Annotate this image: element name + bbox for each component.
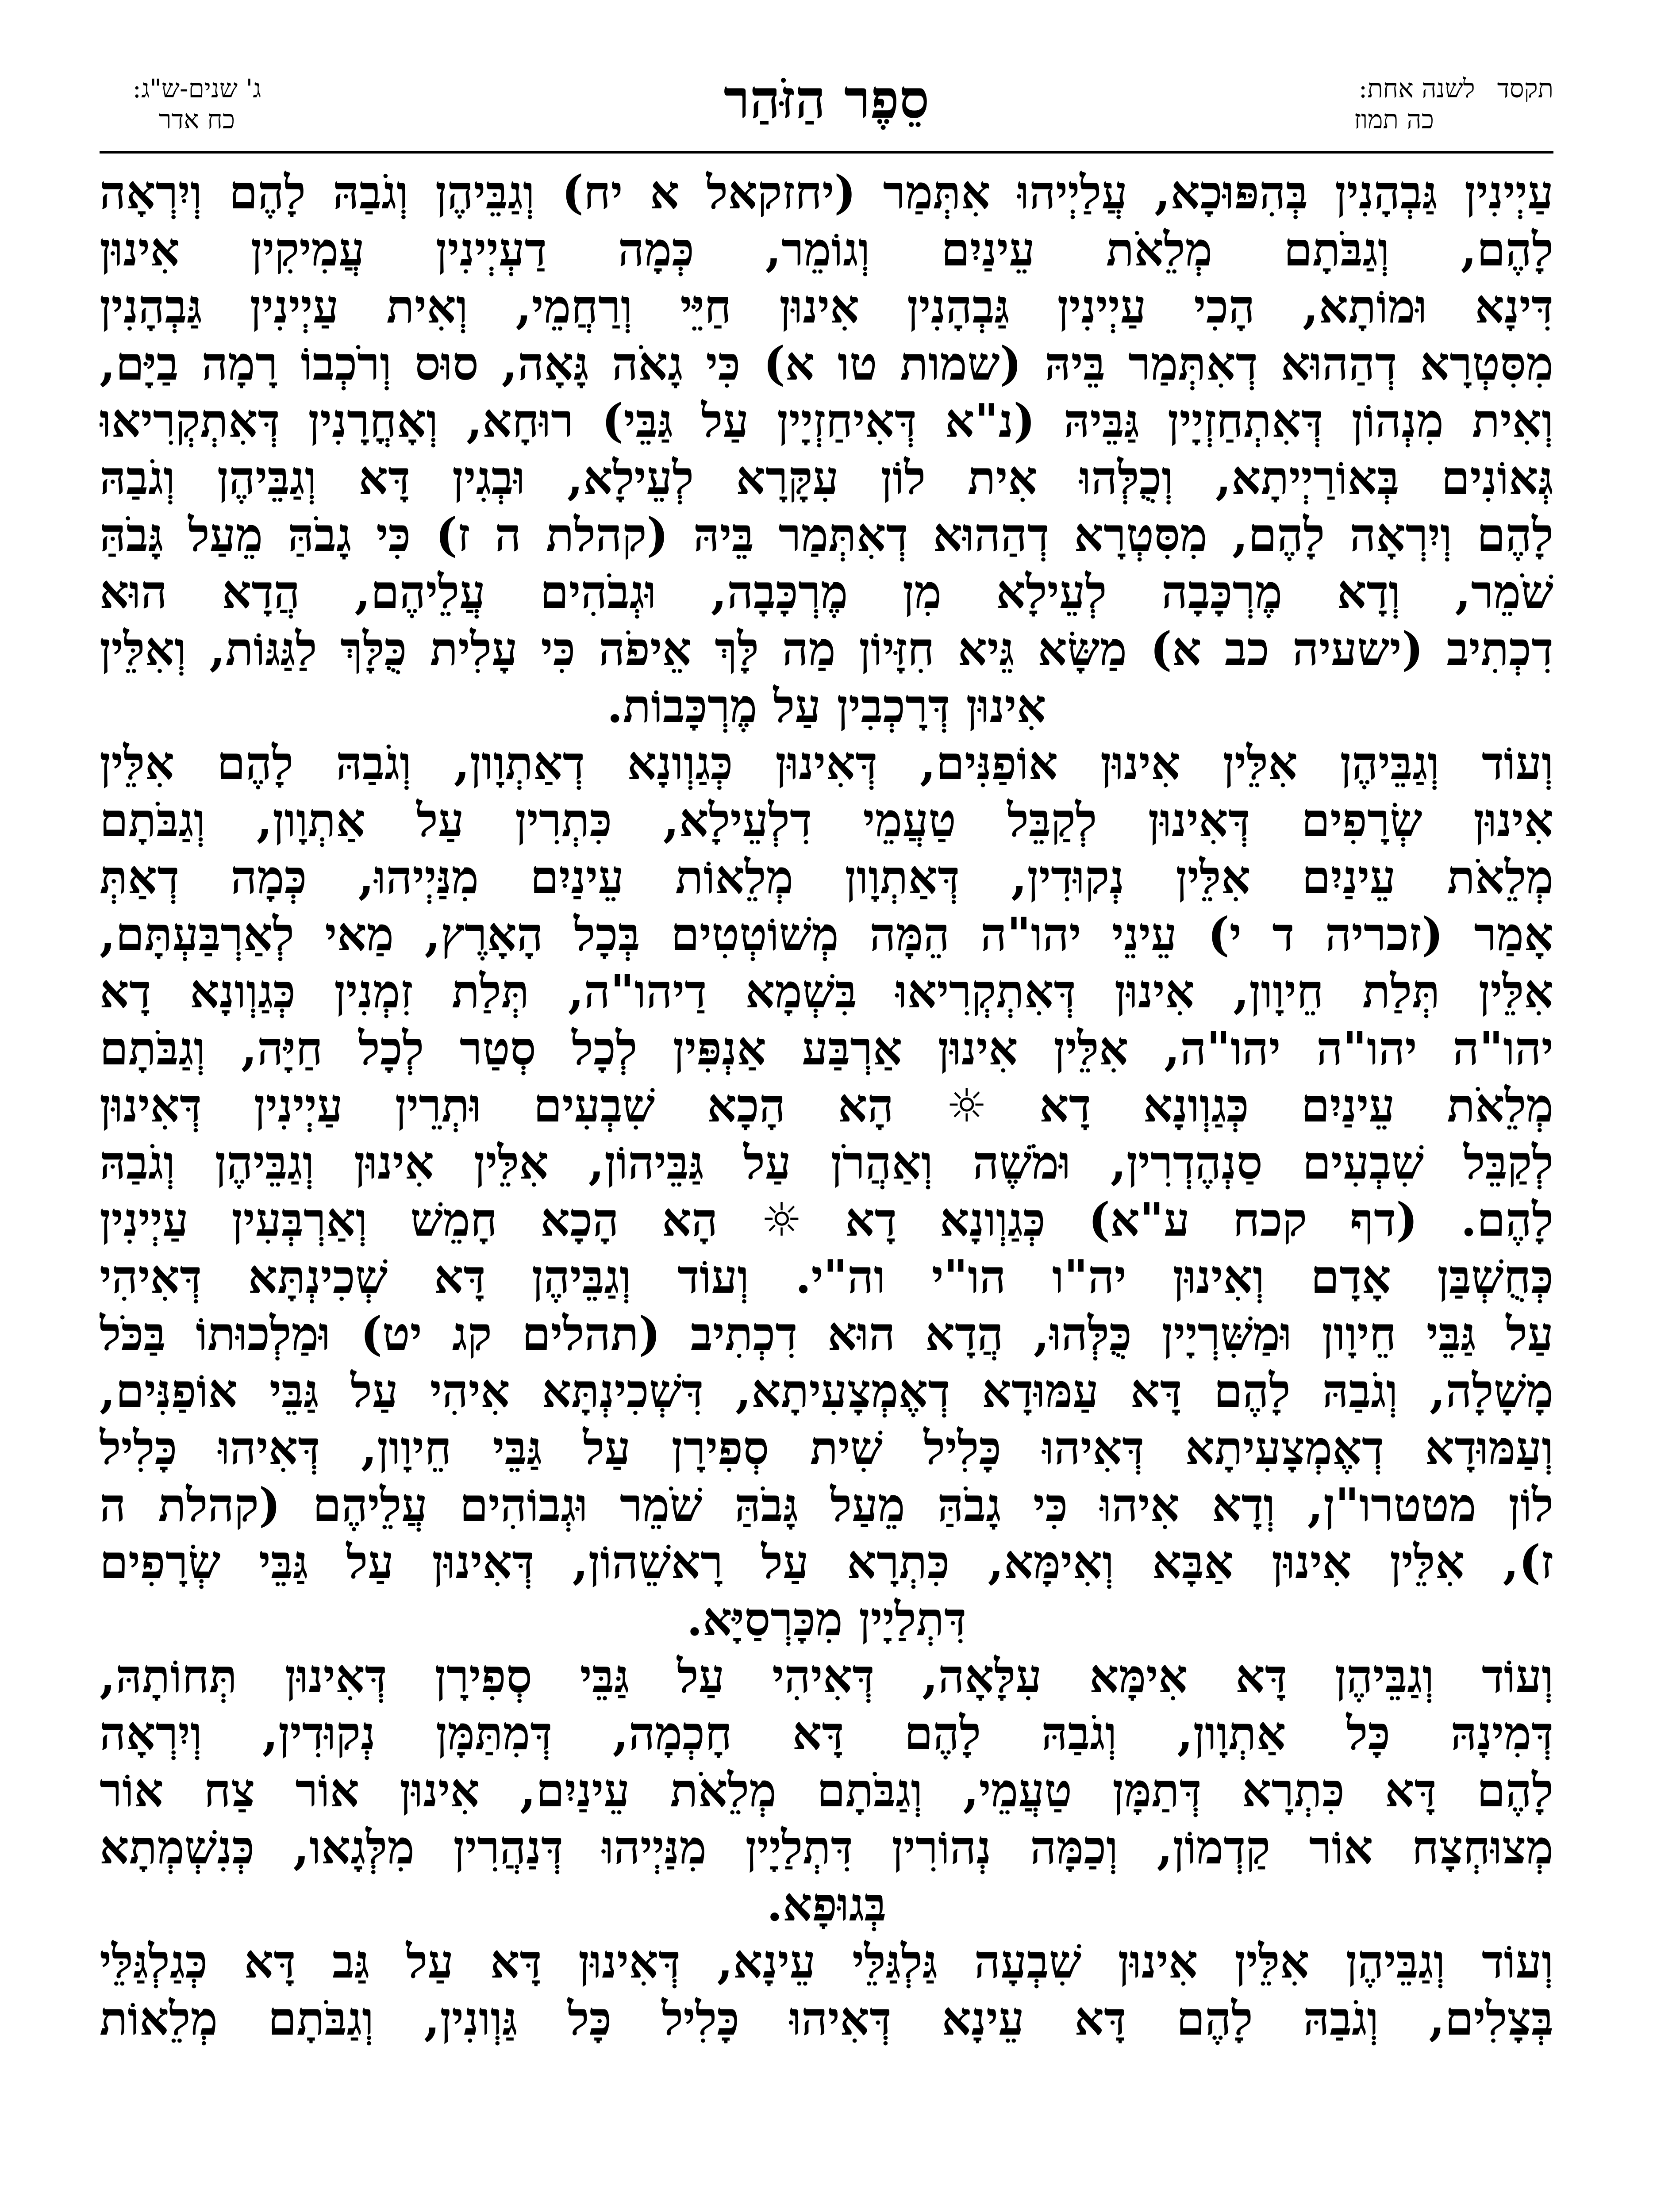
zohar-page (100, 68, 1553, 2046)
text-line: וְעַמּוּדָא דְאֶמְצָעִיתָא דְּאִיהוּ כָּלִיל שִׁית סְפִירָן עַל גַּבֵּי חֵיוָון, דְּאִיהוּ כָּלִיל (100, 1421, 1553, 1475)
text-line: דִּתְלַיָין מִכָּרְסַיָּא. (686, 1592, 967, 1646)
one-year-cycle-label: לשנה אחת: (1358, 73, 1475, 104)
one-year-cycle-date: כה תמוז (1354, 104, 1434, 134)
text-line: לוֹן מטטרו"ן, וְדָא אִיהוּ כִּי גָבֹהַּ מֵעַל גָּבֹהַּ שֹׁמֵר וּגְבוֹהִים עֲלֵיהֶם (קהלת ה (100, 1478, 1553, 1532)
text-line: אִינוּן דְּרָכְבִין עַל מֶרְכָּבוֹת. (607, 679, 1046, 733)
text-line: לָהֶם. (דף קכח ע"א) כְּגַוְונָא דָא ☼ הָא הָכָא חָמֵשׁ וְאַרְבְּעִין עַיְינִין (100, 1192, 1553, 1247)
text-line: מָשָׁלָה, וְגֹבַהּ לָהֶם דָּא עַמּוּדָא דְאֶמְצָעִיתָא, דִּשְׁכִינְתָּא אִיהִי עַל גַּבֵּי אוֹפַנִּים, (100, 1363, 1553, 1418)
text-line: לָהֶם וְיִרְאָה לָהֶם, מִסִּטְרָא דְהַהוּא דְאִתְּמַר בֵּיהּ (קהלת ה ז) כִּי גָבֹהַּ מֵעַל גָּבֹהַּ (100, 507, 1553, 562)
page-header (100, 68, 1553, 150)
paragraph (100, 1647, 1553, 1933)
header-divider (100, 151, 1553, 154)
text-line: לְקַבֵּל שִׁבְעִים סַנְהֶדְרִין, וּמֹשֶׁה וְאַהֲרֹן עַל גַּבֵּיהוֹן, אִלֵּין אִינוּן וְגַבֵּיהֶן וְגֹבַהּ (100, 1135, 1553, 1190)
text-line: עַיְינִין גַּבְהָנִין בְּהִפּוּכָא, עֲלַיְיהוּ אִתְּמַר (יחזקאל א יח) וְגַבֵּיהֶן וְגֹבַהּ לָהֶם וְיִרְאָה (100, 165, 1553, 219)
text-line: מְצוּחְצָח אוֹר קַדְמוֹן, וְכַמָּה נְהוֹרִין דִּתְלַיָין מִנַּיְיהוּ דְּנַהֲרִין מִלְּגָאו, כְּנִשְׁמְתָא (100, 1820, 1553, 1874)
text-line: גְּאוֹנִים בְּאוֹרַיְיתָא, וְכֻלְּהוּ אִית לוֹן עִקָּרָא לְעֵילָא, וּבְגִין דָּא וְגַבֵּיהֶן וְגֹבַהּ (100, 450, 1553, 505)
text-line: בְּצָלִים, וְגֹבַהּ לָהֶם דָּא עֵינָא דְּאִיהוּ כָּלִיל כָּל גַּוְונִין, וְגַבֹּתָם מְלֵאוֹת (100, 1991, 1553, 2046)
text-line: דִכְתִיב (ישעיה כב א) מַשָּׂא גֵּיא חִזָּיוֹן מַה לָּךְ אֵיפֹה כִּי עָלִית כֻּלָּךְ לַגַּגּוֹת, וְאִלֵּין (100, 622, 1553, 676)
paragraph (100, 1933, 1553, 2047)
text-line: ז), אִלֵּין אִינוּן אַבָּא וְאִימָּא, כִּתְרָא עַל רָאשֵׁהוֹן, דְּאִינוּן עַל גַּבֵּי שְׂרָפִים (100, 1535, 1553, 1589)
text-line: אִלֵּין תְּלַת חֵיוָון, אִינוּן דְּאִתְקְרִיאוּ בִּשְׁמָא דַיהו"ה, תְּלַת זִמְנִין כְּגַוְונָא דָא (100, 964, 1553, 1018)
text-line: אִינוּן שְׂרָפִים דְּאִינוּן לְקַבֵּל טַעֲמֵי דִלְעֵילָא, כִּתְרִין עַל אַתְוָון, וְגַבֹּתָם (100, 793, 1553, 847)
three-year-cycle-label: ג' שנים-ש"ג: (132, 73, 261, 104)
text-line: יהו"ה יהו"ה יהו"ה, אִלֵּין אִינוּן אַרְבַּע אַנְפִּין לְכָל סְטַר לְכָל חַיָּה, וְגַבֹּתָם (100, 1021, 1553, 1075)
paragraph (100, 164, 1553, 734)
text-line: וְעוֹד וְגַבֵּיהֶן דָּא אִימָּא עִלָּאָה, דְּאִיהִי עַל גַּבֵּי סְפִירָן דְּאִינוּן תְּחוֹתָהּ, (100, 1649, 1553, 1703)
page-number: תקסד (1497, 73, 1553, 104)
header-left (100, 73, 294, 135)
book-title: סֵפֶר הַזֹּהַר (723, 68, 930, 131)
three-year-cycle-date: כח אדר (158, 104, 235, 134)
text-line: וְעוֹד וְגַבֵּיהֶן אִלֵּין אִינוּן אוֹפַנִּים, דְּאִינוּן כְּגַוְונָא דְאַתְוָון, וְגֹבַהּ לָהֶם אִלֵּין (100, 736, 1553, 790)
text-line: דִּינָא וּמוֹתָא, הָכִי עַיְינִין גַּבְהָנִין אִינוּן חַיֵּי וְרַחֲמֵי, וְאִית עַיְינִין גַּבְהָנִין (100, 279, 1553, 334)
text-line: אָמַר (זכריה ד י) עֵינֵי יהו"ה הֵמָּה מְשׁוֹטְטִים בְּכָל הָאָרֶץ, מַאי לְאַרְבַּעְתָּם, (100, 907, 1553, 961)
text-line: שֹׁמֵר, וְדָא מֶרְכָּבָה לְעֵילָא מִן מֶרְכָּבָה, וּגְבֹהִים עֲלֵיהֶם, הֲדָא הוּא (100, 565, 1553, 619)
paragraph (100, 734, 1553, 1647)
text-line: כְּחֻשְׁבַּן אָדָם וְאִינוּן יה"ו הו"י וה"י. וְעוֹד וְגַבֵּיהֶן דָּא שְׁכִינְתָּא דְּאִיהִי (100, 1249, 1553, 1304)
text-line: וְאִית מִנְהוֹן דְּאִתְחַזְיָין גַּבֵּיהּ (נ"א דְּאִיחַזְיָין עַל גַּבֵּי) רוּחָא, וְאָחֳרָנִין דְּאִתְקְרִיאוּ (100, 393, 1553, 448)
text-line: בְּגוּפָא. (766, 1877, 887, 1932)
text-line: לָהֶם, וְגַבֹּתָם מְלֵאֹת עֵינַיִם וְגוֹמֵר, כְּמָה דַעְיְינִין עֲמִיקִין אִינוּן (100, 222, 1553, 276)
text-line: עַל גַּבֵּי חֵיוָון וּמַשִּׁרְיָין כֻּלְּהוּ, הֲדָא הוּא דִכְתִיב (תהלים קג יט) וּמַלְכוּתוֹ בַּכֹּל (100, 1306, 1553, 1361)
text-line: מִסִּטְרָא דְהַהוּא דְאִתְּמַר בֵּיהּ (שמות טו א) כִּי גָאֹה גָּאָה, סוּס וְרֹכְבוֹ רָמָה בַיָּם, (100, 336, 1553, 391)
text-line: מְלֵאֹת עֵינַיִם כְּגַוְונָא דָא ☼ הָא הָכָא שִׁבְעִים וּתְרֵין עַיְינִין דְּאִינוּן (100, 1078, 1553, 1133)
page-body (100, 164, 1553, 2047)
text-line: מְלֵאֹת עֵינַיִם אִלֵּין נְקוּדִין, דְּאַתְוָון מְלֵאוֹת עֵינַיִם מִנַּיְיהוּ, כְּמָה דְאַתְּ (100, 850, 1553, 904)
text-line: דְּמִינָהּ כָּל אַתְוָון, וְגֹבַהּ לָהֶם דָּא חָכְמָה, דְּמִתַּמָּן נְקוּדִין, וְיִרְאָה (100, 1706, 1553, 1760)
text-line: וְעוֹד וְגַבֵּיהֶן אִלֵּין אִינוּן שִׁבְעָה גַּלְגַּלֵּי עֵינָא, דְּאִינוּן דָּא עַל גַּב דָּא כְּגַלְגַּלֵּי (100, 1934, 1553, 1989)
text-line: לָהֶם דָּא כִּתְרָא דְּתַמָּן טַעֲמֵי, וְגַבֹּתָם מְלֵאֹת עֵינַיִם, אִינוּן אוֹר צַח אוֹר (100, 1763, 1553, 1817)
